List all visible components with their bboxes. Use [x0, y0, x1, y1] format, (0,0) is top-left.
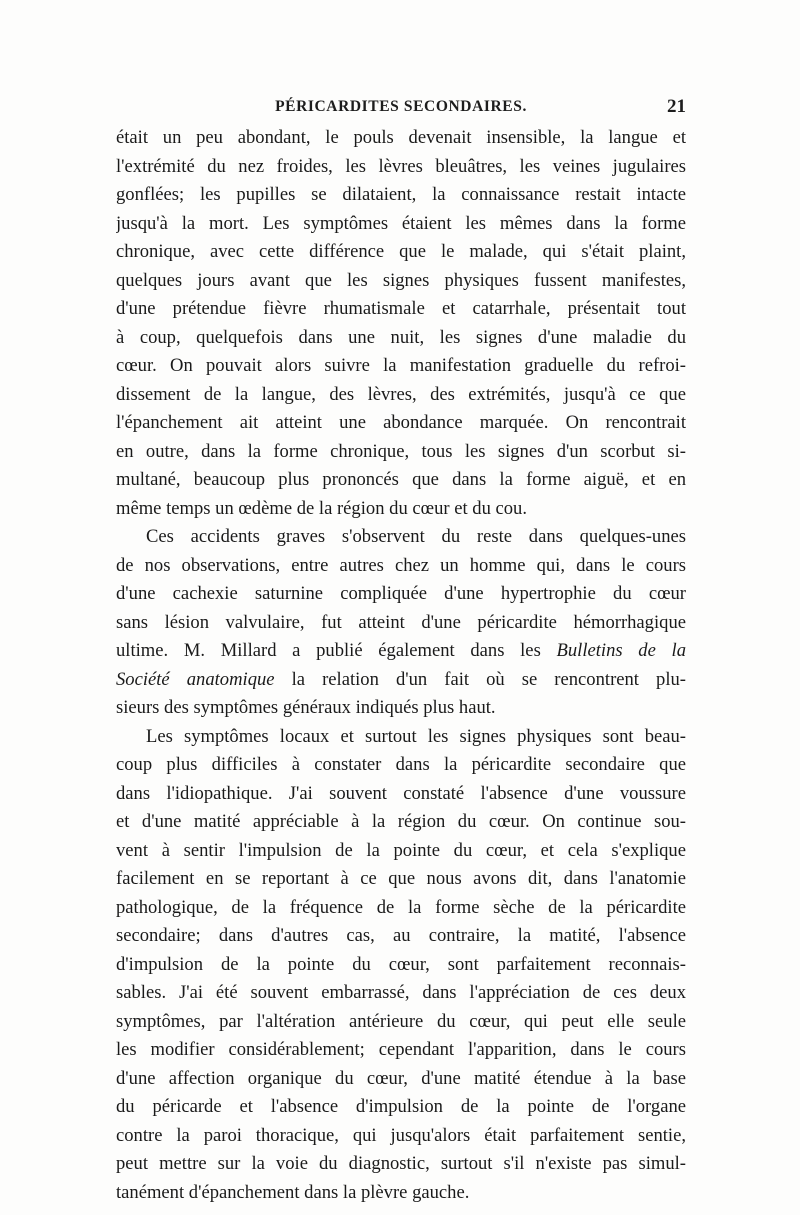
text-line: d'une prétendue fièvre rhumatismale et catarrhale, présentait tout — [116, 298, 686, 319]
running-title: PÉRICARDITES SECONDAIRES. — [275, 98, 527, 115]
text-line: et d'une matité appréciable à la région du cœur. On continue sou- — [116, 811, 686, 832]
italic-title: Société anatomique — [116, 668, 275, 690]
text-line: gonflées; les pupilles se dilataient, la connaissance restait intacte — [116, 184, 686, 205]
text-line: dans l'idiopathique. J'ai souvent constaté l'absence d'une voussure — [116, 782, 686, 804]
text-line: facilement en se reportant à ce que nous avons dit, dans l'anatomie — [116, 868, 686, 889]
text-line: peut mettre sur la voie du diagnostic, surtout s'il n'existe pas simul- — [116, 1153, 686, 1174]
text-line: secondaire; dans d'autres cas, au contraire, la matité, l'absence — [116, 925, 686, 946]
text-line: en outre, dans la forme chronique, tous les signes d'un scorbut si- — [116, 440, 686, 462]
text-line: pathologique, de la fréquence de la forme sèche de la péricardite — [116, 896, 686, 918]
text-line: vent à sentir l'impulsion de la pointe du cœur, et cela s'explique — [116, 839, 686, 861]
page-number: 21 — [667, 96, 686, 117]
text-line: cœur. On pouvait alors suivre la manifestation graduelle du refroi- — [116, 355, 686, 376]
text-line — [116, 637, 686, 666]
text-line: était un peu abondant, le pouls devenait insensible, la langue et — [116, 127, 686, 148]
text-line: du péricarde et l'absence d'impulsion de la pointe de l'organe — [116, 1096, 686, 1117]
text-line: d'une cachexie saturnine compliquée d'une hypertrophie du cœur — [116, 583, 686, 604]
text-segment: ultime. M. Millard a publié également dans les — [116, 640, 557, 661]
text-line: l'épanchement ait atteint une abondance marquée. On rencontrait — [116, 412, 686, 433]
text-line: l'extrémité du nez froides, les lèvres bleuâtres, les veines jugulaires — [116, 155, 686, 177]
text-line: multané, beaucoup plus prononcés que dans la forme aiguë, et en — [116, 469, 686, 490]
text-line: sieurs des symptômes généraux indiqués plus haut. — [116, 697, 496, 718]
text-line: sables. J'ai été souvent embarrassé, dans l'appréciation de ces deux — [116, 982, 686, 1003]
text-segment: la relation d'un fait où se rencontrent plu- — [274, 668, 686, 690]
text-line: symptômes, par l'altération antérieure du cœur, qui peut elle seule — [116, 1010, 686, 1032]
text-line: tanément d'épanchement dans la plèvre gauche. — [116, 1181, 470, 1203]
text-line: jusqu'à la mort. Les symptômes étaient les mêmes dans la forme — [116, 212, 686, 234]
italic-title: Bulletins de la — [556, 640, 686, 661]
running-header — [116, 96, 686, 122]
text-line: de nos observations, entre autres chez un homme qui, dans le cours — [116, 554, 686, 576]
text-line: sans lésion valvulaire, fut atteint d'une péricardite hémorrhagique — [116, 611, 686, 633]
text-line: dissement de la langue, des lèvres, des extrémités, jusqu'à ce que — [116, 383, 686, 405]
text-line: d'une affection organique du cœur, d'une matité étendue à la base — [116, 1067, 686, 1089]
text-line: Ces accidents graves s'observent du reste dans quelques-unes — [146, 526, 686, 547]
text-line: les modifier considérablement; cependant l'apparition, dans le cours — [116, 1039, 686, 1060]
text-line — [116, 666, 686, 695]
text-line: à coup, quelquefois dans une nuit, les signes d'une maladie du — [116, 326, 686, 348]
text-line: chronique, avec cette différence que le malade, qui s'était plaint, — [116, 241, 686, 262]
text-line: coup plus difficiles à constater dans la péricardite secondaire que — [116, 754, 686, 775]
text-line: Les symptômes locaux et surtout les signes physiques sont beau- — [146, 725, 686, 747]
text-line: contre la paroi thoracique, qui jusqu'alors était parfaitement sentie, — [116, 1124, 686, 1146]
text-line: d'impulsion de la pointe du cœur, sont parfaitement reconnais- — [116, 953, 686, 975]
body-text — [116, 124, 686, 1207]
text-line: quelques jours avant que les signes physiques fussent manifestes, — [116, 269, 686, 291]
text-line: même temps un œdème de la région du cœur et du cou. — [116, 497, 528, 519]
